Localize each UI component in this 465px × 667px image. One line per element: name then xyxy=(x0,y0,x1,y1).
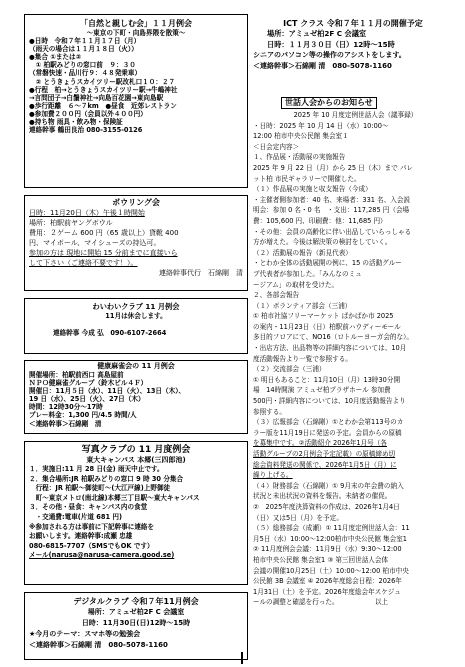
report-line-3: 12:00 柏市中央公民館 集会室１ xyxy=(253,132,349,141)
digital-theme: ★今月のテーマ：スマホ等の勉強会 xyxy=(29,630,141,638)
mahjong-title: 健康麻雀会の 11 月例会 xyxy=(97,362,175,370)
photo-line-1: １．実施日:11 月 28 日(金) 雨天中止です。 xyxy=(29,465,164,473)
report-line-2: ・日時：2025 年 10 月 14 日（水）10:00〜 xyxy=(253,121,389,130)
nature-line-6: （常磐快速・品川行９：４８発乗車） xyxy=(29,69,142,78)
bowling-contact: 連絡幹事代行 石綿剛 清 xyxy=(159,269,243,278)
report-line-8: （１）作品展の実施と収支報告（今成） xyxy=(253,185,372,194)
nature-line-1: 〜東京の下町・向島界隈を散策〜 xyxy=(86,29,186,37)
bowling-note-1: 参加の方は 現地に開始 15 分前までに直接いら xyxy=(29,249,178,258)
nature-line-10: ●歩行距離 ６〜７km ●昼食 近郊レストラン xyxy=(29,101,177,110)
report-line-47: ールの調整と確認を行った。 以上 xyxy=(253,598,389,607)
nature-line-3: （雨天の場合は１１月１８日（火）） xyxy=(29,45,138,54)
nature-line-4: ●集合 ①または② xyxy=(29,53,82,62)
nature-line-9: →言問団子→白鬚神社→向島百花園→東向島駅 xyxy=(29,93,164,102)
report-title: 世話人会からのお知らせ xyxy=(281,97,377,109)
report-line-15: ・とわか全体の活動展開の例に、15 の活動グルー xyxy=(253,259,402,268)
photo-subtitle: 東大キャンパス 本郷(三四郎池) xyxy=(86,456,186,464)
report-line-23: ・出店方法、出品物等の詳細内容については、10月 xyxy=(253,344,407,353)
report-line-46: 1月31日（土）を予定。2026年度総会年スケジュ xyxy=(253,587,401,596)
report-line-20: ① 柏市社協フリーマーケット ぱかぱか市 2025 xyxy=(253,312,394,321)
report-line-26: ① 明日もあること：11月10日（月）13時30分開 xyxy=(253,375,401,384)
report-line-25: （２）交流部会（三浦） xyxy=(253,365,326,374)
report-line-32: を募集中です。②活動紹介 2026年1月号（各 xyxy=(253,439,387,448)
waiwai-club-section xyxy=(24,298,248,354)
mahjong-fee: プレー料金：1,300 円/4.5 時間/人 xyxy=(29,411,137,420)
photo-line-8: お願いします。連絡幹事:成瀬 忠雄 xyxy=(29,532,133,541)
report-line-16: プ代表者が参加した。「みんなのミュ xyxy=(253,269,362,278)
column-divider-mark xyxy=(241,652,243,664)
mahjong-dates-2: 19 日（水）、25日（火）、27日（木） xyxy=(29,395,145,404)
digital-datetime: 日時：11月30日(日)12時〜15時 xyxy=(81,619,191,627)
ict-class-section xyxy=(253,18,453,78)
ict-description: シニアのパソコン等の操作のアシストをします。 xyxy=(253,51,406,59)
report-line-7: ット柏 市民ギャラリーで開催した。 xyxy=(253,174,361,183)
report-line-21: の案内・11月23日（日）柏駅前ハウディーモール xyxy=(253,322,401,331)
bowling-fee-1: 費用：２ゲーム 600 円（65 歳以上）貸靴 400 xyxy=(29,229,179,238)
bowling-fee-2: 円、マイボール、マイシューズの持込可。 xyxy=(29,239,161,248)
report-line-30: （３）広報部会（石綿剛）①とわか会第113号のカ xyxy=(253,418,404,427)
photo-line-5: ３．その他・昼食：キャンパス内の食堂 xyxy=(29,503,148,512)
waiwai-title: わいわいクラブ 11 月例会 xyxy=(92,302,180,311)
photo-club-section xyxy=(24,441,248,585)
ict-place: 場所：アミュゼ柏2F C 会議室 xyxy=(267,29,367,38)
report-line-19: （１）ボランティア部会（三浦） xyxy=(253,301,352,310)
bowling-section xyxy=(24,195,248,291)
report-line-14: （２）活動展の報告（新見代表） xyxy=(253,248,352,257)
waiwai-contact: 連絡幹事 今成 弘 090-6107-2664 xyxy=(53,329,167,338)
ict-datetime: 日時：１１月３０日（日）12時〜15時 xyxy=(267,39,395,49)
report-line-13: 方が増えた。今後は解決策の検討をしていく。 xyxy=(253,238,392,247)
report-line-1: 2025 年 10 月度定例世話人会（議事録） xyxy=(293,111,418,119)
digital-title: デジタルクラブ 令和７年11月例会 xyxy=(73,597,199,606)
waiwai-note: 11月は休会します。 xyxy=(105,312,167,321)
report-line-40: （５）総務部会（成瀬）① 11月度定例世話人会：11 xyxy=(253,524,410,533)
report-line-29: 参照する。 xyxy=(253,407,286,416)
digital-contact: ＜連絡幹事＞石綿剛 清 080-5078-1160 xyxy=(29,641,168,649)
report-line-39: （日）又は5日（月）を予定。 xyxy=(253,513,343,522)
report-line-24: 度活動報告より一覧で参照する。 xyxy=(253,354,352,363)
report-line-34: 総会資料発送の関係で、2026年1月5日（月）に xyxy=(253,460,397,469)
digital-club-section xyxy=(24,592,248,660)
report-line-37: 状況と未出状況の資料を報告。未納者の催促。 xyxy=(253,492,392,501)
mahjong-group: ＮＰＯ健麻雀グループ（鈴木ビル４Ｆ） xyxy=(29,379,148,388)
nature-club-section xyxy=(24,14,248,188)
report-line-4: ＜日会定内容＞ xyxy=(253,142,300,151)
nature-line-8: ●行程 柏→とうきょうスカイツリー駅→牛嶋神社 xyxy=(29,85,178,94)
report-line-18: ２、各部会報告 xyxy=(253,291,300,300)
report-line-33: 活動グループの2月例会予定記載）の原稿締め切 xyxy=(253,450,396,458)
report-line-17: ージアム」の取材を受けた。 xyxy=(253,280,339,289)
bowling-place: 場所：柏駅前ヤングボウル xyxy=(29,219,113,228)
photo-line-2: ２．集合場所:JR 柏駅みどりの窓口 9 時 30 分集合 xyxy=(29,474,184,483)
report-line-41: 月5日（水）10:00〜12:00柏市中央公民館 集会室1 xyxy=(253,534,407,543)
mahjong-contact: ＜連絡幹事＞石綿剛 清 xyxy=(29,419,102,428)
nature-line-5: ① 柏駅みどりの窓口前 ９：３０ xyxy=(29,61,136,70)
mahjong-place: 開催場所：柏駅前西口 高島屋前 xyxy=(29,371,124,379)
report-line-12: ・その他：会員の高齢化に伴い出品していらっしゃる xyxy=(253,227,412,236)
report-line-5: １、作品展・活動展の実施報告 xyxy=(253,153,346,162)
photo-line-6: ・交通費:電車(片道 681 円) xyxy=(29,512,122,521)
mahjong-time: 時間：12時30分〜17時 xyxy=(29,403,103,412)
report-line-36: （４）財務部会（石綿剛）① 9月末の年会費の納入 xyxy=(253,481,404,490)
bowling-title: ボウリング会 xyxy=(112,198,160,207)
report-line-6: 2025 年 9 月 22 日（月）から 25 日（木）まで パレ xyxy=(253,163,414,172)
photo-line-7: ※参加される方は事前に下記幹事に連絡を xyxy=(29,522,155,531)
photo-line-4: 町〜東京メトロ(南北線)本郷三丁目駅〜東大キャンパス xyxy=(29,493,200,502)
report-line-35: 繰り上げる。 xyxy=(253,471,293,480)
report-line-9: ・主催者側参加者：40 名、来場者：331 名、入会説 xyxy=(253,195,411,204)
ict-contact: ＜連絡幹事＞石綿剛 清 080-5078-1160 xyxy=(253,61,392,70)
report-line-11: 費：105,600 円、印刷費：他：11,685 円） xyxy=(253,216,387,225)
mahjong-dates-1: 開催日：11月５日（水）、11日（火）、13日（木）、 xyxy=(29,387,186,396)
nature-line-7: ② とうきょうスカイツリー駅改札口１０：２７ xyxy=(29,77,176,86)
report-line-43: 柏市中央公民館 集会室1 ③ 第三回世話人会体 xyxy=(253,555,389,564)
committee-report-section xyxy=(253,90,458,650)
report-line-45: 公民館 3B 会議室 ④ 2026年度総会日程：2026年 xyxy=(253,577,402,586)
photo-email: メール(narusa@narusa-camera.good.se) xyxy=(29,551,175,560)
nature-club-title: 「自然と親しむ会」１１月例会 xyxy=(80,19,192,28)
report-line-27: 場 14時開演 アミュゼ柏プラザホール 参加費 xyxy=(253,386,391,395)
report-line-31: ラー版を11月19日に発送の予定。会員からの原稿 xyxy=(253,428,402,437)
nature-line-11: ●参加費２００円（会員以外４００円） xyxy=(29,109,147,118)
report-line-44: 会議の開催10月25日（土）10:00〜12:00 柏市中央 xyxy=(253,566,409,575)
mahjong-section xyxy=(24,360,248,434)
report-line-10: 明会：参加 0 名・0 名 ・支出：117,285 円（会場 xyxy=(253,206,410,215)
bowling-note-2: して下さい（ご連絡不要です！）。 xyxy=(29,259,138,268)
report-line-38: ② 2025年度決算資料の作成は、2026年1月4日 xyxy=(253,502,400,511)
bowling-datetime: 日時：11月20日（木）午後１時開始 xyxy=(29,209,145,218)
nature-line-2: ●日時 令和７年１１月１７日（月） xyxy=(29,37,141,46)
nature-line-12: ●持ち物 雨具・飲み物・保険証 xyxy=(29,118,123,127)
digital-place: 場所：アミュゼ柏2F C 会議室 xyxy=(87,608,185,616)
nature-contact: 連絡幹事 鶴田良治 080-3155-0126 xyxy=(29,126,143,135)
report-line-42: ② 11月度例会会議：11月9日（水）9:30〜12:00 xyxy=(253,545,402,554)
ict-title: ICT クラス 令和７年１１月の開催予定 xyxy=(283,19,423,28)
photo-line-9: 080-6815-7707（SMSでもOK です） xyxy=(29,541,154,550)
report-line-22: 多目的フロアにて、NO16（ロトルーヨーガ会的な）。 xyxy=(253,333,414,342)
report-line-28: 500円・詳細内容については、10月度活動報告より xyxy=(253,397,406,406)
photo-line-3: 行程：JR 柏駅〜御徒町〜(大江戸線)上野御徒 xyxy=(29,484,171,493)
photo-title: 写真クラブの 11 月度例会 xyxy=(81,445,191,455)
